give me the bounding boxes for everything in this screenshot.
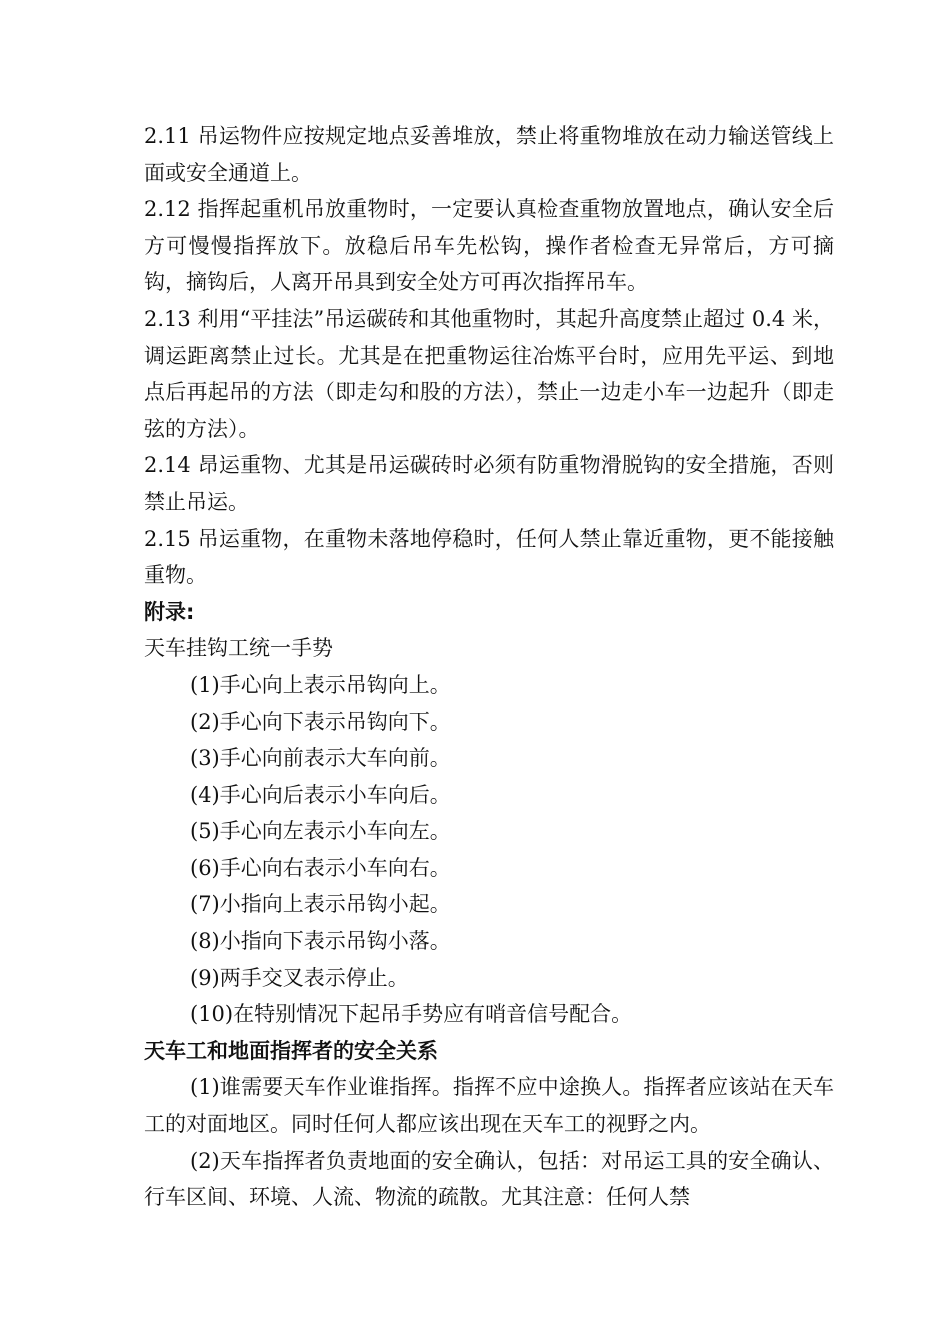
list-item: (2)手心向下表示吊钩向下。 — [190, 709, 451, 734]
relations-item-2: (2)天车指挥者负责地面的安全确认，包括：对吊运工具的安全确认、行车区间、环境、人流、物流的疏散。尤其注意：任何人禁 — [144, 1148, 834, 1210]
relations-heading: 天车工和地面指挥者的安全关系 — [144, 1038, 438, 1063]
list-item: (5)手心向左表示小车向左。 — [190, 819, 451, 844]
paragraph-2-12: 2.12 指挥起重机吊放重物时，一定要认真检查重物放置地点，确认安全后方可慢慢指挥放下。放稳后吊车先松钩，操作者检查无异常后，方可摘钩，摘钩后，人离开吊具到安全处方可再次指挥吊车。 — [144, 197, 834, 295]
list-item: (6)手心向右表示小车向右。 — [190, 855, 451, 880]
list-item: (4)手心向后表示小车向后。 — [190, 782, 451, 807]
paragraph-2-15: 2.15 吊运重物，在重物未落地停稳时，任何人禁止靠近重物，更不能接触重物。 — [144, 526, 834, 588]
gesture-list — [144, 667, 834, 1033]
paragraph-2-14: 2.14 昂运重物、尤其是吊运碳砖时必须有防重物滑脱钩的安全措施，否则禁止吊运。 — [144, 453, 834, 514]
paragraph-2-13: 2.13 利用“平挂法”吊运碳砖和其他重物时，其起升高度禁止超过 0.4 米，调运距离禁止过长。尤其是在把重物运往冶炼平台时，应用先平运、到地点后再起吊的方法（即走勾和股的方法），禁止一边走小车一边起升（即走弦的方法）。 — [144, 306, 834, 441]
relations-item-1: (1)谁需要天车作业谁指挥。指挥不应中途换人。指挥者应该站在天车工的对面地区。同时任何人都应该出现在天车工的视野之内。 — [144, 1075, 834, 1137]
list-item: (7)小指向上表示吊钩小起。 — [190, 892, 451, 917]
paragraph-2-11: 2.11 吊运物件应按规定地点妥善堆放，禁止将重物堆放在动力输送管线上面或安全通道上。 — [144, 124, 834, 185]
document-page — [144, 118, 834, 1216]
list-item: (10)在特别情况下起吊手势应有哨音信号配合。 — [190, 1002, 633, 1027]
list-item: (9)两手交叉表示停止。 — [190, 965, 409, 990]
appendix-heading: 附录: — [144, 599, 195, 624]
appendix-subtitle: 天车挂钩工统一手势 — [144, 636, 333, 661]
list-item: (1)手心向上表示吊钩向上。 — [190, 672, 451, 697]
list-item: (3)手心向前表示大车向前。 — [190, 746, 451, 771]
list-item: (8)小指向下表示吊钩小落。 — [190, 929, 451, 954]
